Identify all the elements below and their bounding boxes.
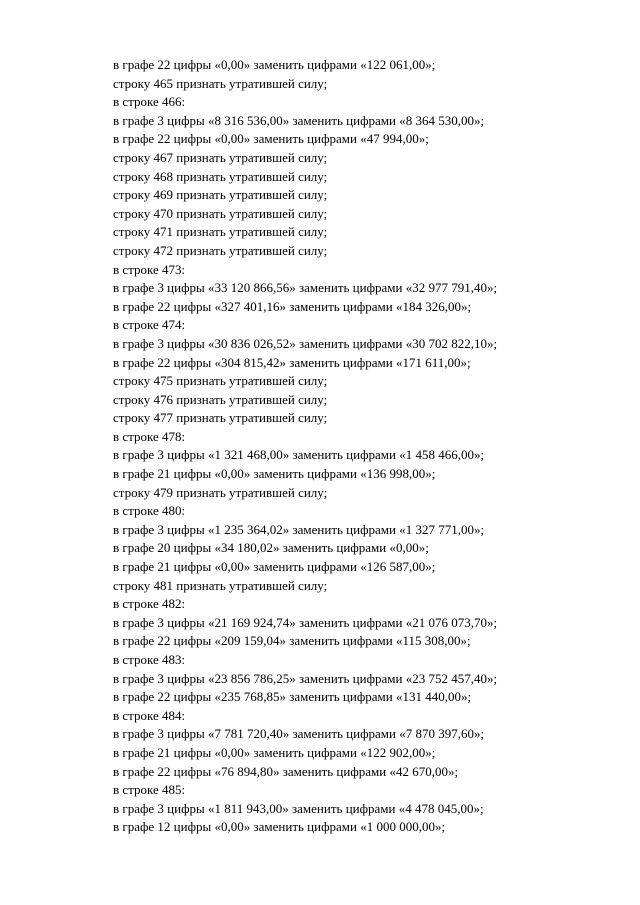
document-line: в графе 22 цифры «0,00» заменить цифрами «122 061,00»;	[113, 57, 436, 72]
document-line: в строке 484:	[113, 707, 186, 723]
document-line: в графе 22 цифры «235 768,85» заменить цифрами «131 440,00»;	[113, 689, 472, 705]
document-line: в строке 485:	[113, 782, 186, 798]
document-line: в графе 21 цифры «0,00» заменить цифрами «122 902,00»;	[113, 744, 436, 760]
document-line: в графе 22 цифры «304 815,42» заменить цифрами «171 611,00»;	[113, 354, 471, 370]
document-line: в строке 482:	[113, 596, 186, 612]
document-line: в строке 474:	[113, 317, 186, 333]
document-line: в строке 483:	[113, 652, 186, 667]
document-line: строку 477 признать утратившей силу;	[113, 410, 328, 426]
document-line: в строке 466:	[113, 94, 186, 110]
document-line: строку 471 признать утратившей силу;	[113, 224, 328, 240]
document-line: в графе 3 цифры «7 781 720,40» заменить цифрами «7 870 397,60»;	[113, 726, 485, 742]
document-line: в графе 3 цифры «30 836 026,52» заменить цифрами «30 702 822,10»;	[113, 335, 498, 351]
document-line: в графе 3 цифры «8 316 536,00» заменить цифрами «8 364 530,00»;	[113, 112, 485, 128]
document-line: в графе 22 цифры «76 894,80» заменить цифрами «42 670,00»;	[113, 763, 459, 779]
document-line: в строке 478:	[113, 428, 186, 444]
document-line: в строке 473:	[113, 261, 186, 277]
document-line: в графе 20 цифры «34 180,02» заменить цифрами «0,00»;	[113, 540, 429, 556]
document-line: в графе 3 цифры «21 169 924,74» заменить цифрами «21 076 073,70»;	[113, 614, 498, 630]
document-line: в графе 3 цифры «23 856 786,25» заменить цифрами «23 752 457,40»;	[113, 670, 498, 686]
document-line: строку 481 признать утратившей силу;	[113, 577, 328, 593]
document-body	[113, 56, 613, 837]
document-line: в графе 3 цифры «33 120 866,56» заменить цифрами «32 977 791,40»;	[113, 280, 498, 296]
document-line: в графе 3 цифры «1 235 364,02» заменить цифрами «1 327 771,00»;	[113, 521, 485, 537]
document-line: строку 476 признать утратившей силу;	[113, 391, 328, 407]
document-line: в графе 22 цифры «327 401,16» заменить цифрами «184 326,00»;	[113, 298, 472, 314]
document-line: в строке 480:	[113, 503, 186, 519]
document-line: строку 470 признать утратившей силу;	[113, 205, 328, 221]
document-line: в графе 3 цифры «1 811 943,00» заменить цифрами «4 478 045,00»;	[113, 800, 484, 816]
document-line: строку 468 признать утратившей силу;	[113, 168, 328, 184]
document-line: в графе 3 цифры «1 321 468,00» заменить цифрами «1 458 466,00»;	[113, 447, 485, 463]
document-line: в графе 22 цифры «0,00» заменить цифрами «47 994,00»;	[113, 131, 429, 147]
document-line: в графе 12 цифры «0,00» заменить цифрами «1 000 000,00»;	[113, 819, 446, 835]
document-line: в графе 21 цифры «0,00» заменить цифрами «136 998,00»;	[113, 466, 436, 482]
document-line: в графе 22 цифры «209 159,04» заменить цифрами «115 308,00»;	[113, 633, 471, 649]
document-line: в графе 21 цифры «0,00» заменить цифрами «126 587,00»;	[113, 559, 436, 575]
document-line: строку 465 признать утратившей силу;	[113, 75, 328, 91]
document-line: строку 469 признать утратившей силу;	[113, 187, 328, 203]
document-line: строку 479 признать утратившей силу;	[113, 484, 328, 500]
document-line: строку 472 признать утратившей силу;	[113, 242, 328, 258]
document-line: строку 475 признать утратившей силу;	[113, 373, 328, 389]
document-line: строку 467 признать утратившей силу;	[113, 149, 328, 165]
